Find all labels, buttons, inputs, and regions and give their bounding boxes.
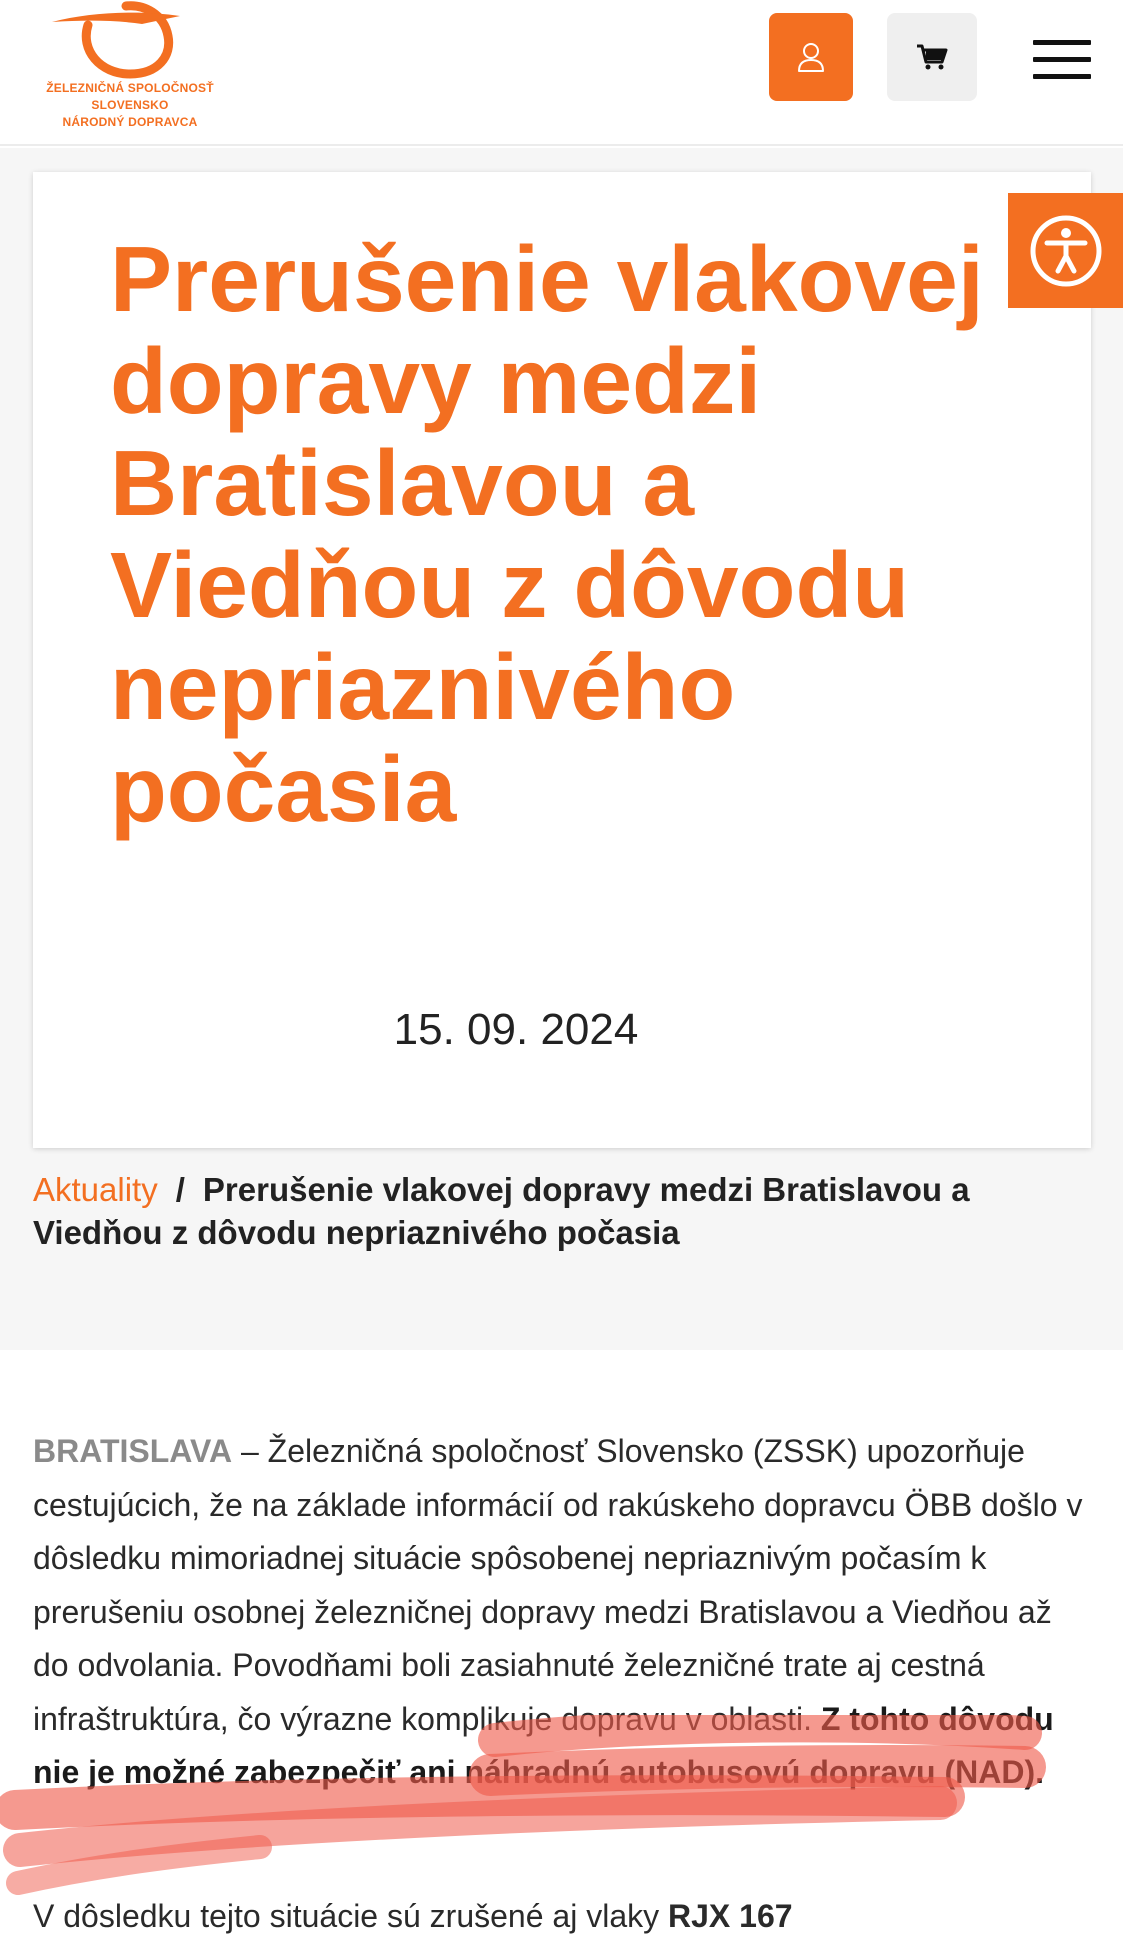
article-paragraph: – Železničná spoločnosť Slovensko (ZSSK) upozorňuje cestujúcich, že na základe informácií od rakúskeho dopravcu ÖBB došlo v dôsledku mimoriadnej situácie spôsobenej nepriaznivým počasím k prerušeniu osobnej železničnej dopravy medzi Bratislavou a Viedňou až do odvolania. Povodňami boli zasiahnuté železničné trate aj cestná infraštruktúra, čo výrazne komplikuje dopravu v oblasti.: [33, 1433, 1083, 1737]
breadcrumb: [33, 1168, 1093, 1254]
cart-button[interactable]: [887, 13, 977, 101]
article-next-line: [33, 1890, 1093, 1943]
zssk-logo[interactable]: [30, 0, 230, 130]
breadcrumb-separator: /: [175, 1171, 185, 1208]
article-next-text: V dôsledku tejto situácie sú zrušené aj vlaky: [33, 1898, 668, 1934]
hamburger-menu-icon[interactable]: [1033, 40, 1091, 80]
breadcrumb-link-aktuality[interactable]: Aktuality: [33, 1171, 158, 1208]
cart-icon: [915, 42, 949, 72]
menu-bar: [1033, 74, 1091, 79]
site-header: [0, 0, 1123, 146]
menu-bar: [1033, 40, 1091, 45]
article-city: BRATISLAVA: [33, 1433, 233, 1469]
user-icon: [796, 41, 826, 73]
article-next-bold: RJX 167: [668, 1898, 793, 1934]
article-body: [33, 1425, 1093, 1800]
menu-bar: [1033, 57, 1091, 62]
logo-line-2: NÁRODNÝ DOPRAVCA: [62, 115, 198, 129]
accessibility-icon: [1029, 214, 1103, 288]
zssk-logo-mark: [30, 0, 230, 80]
accessibility-button[interactable]: [1008, 193, 1123, 308]
article-bold-sentence: Z tohto dôvodu nie je možné zabezpečiť ani náhradnú autobusovú dopravu (NAD).: [33, 1700, 1054, 1790]
page-title: Prerušenie vlakovej dopravy medzi Bratislavou a Viedňou z dôvodu nepriaznivého počasia: [110, 227, 984, 841]
breadcrumb-current: Prerušenie vlakovej dopravy medzi Bratislavou a Viedňou z dôvodu nepriaznivého počasia: [33, 1171, 970, 1251]
logo-line-1: ŽELEZNIČNÁ SPOLOČNOSŤ SLOVENSKO: [46, 81, 214, 112]
logo-text: [30, 80, 230, 131]
publish-date: 15. 09. 2024: [393, 1005, 639, 1054]
user-account-button[interactable]: [769, 13, 853, 101]
